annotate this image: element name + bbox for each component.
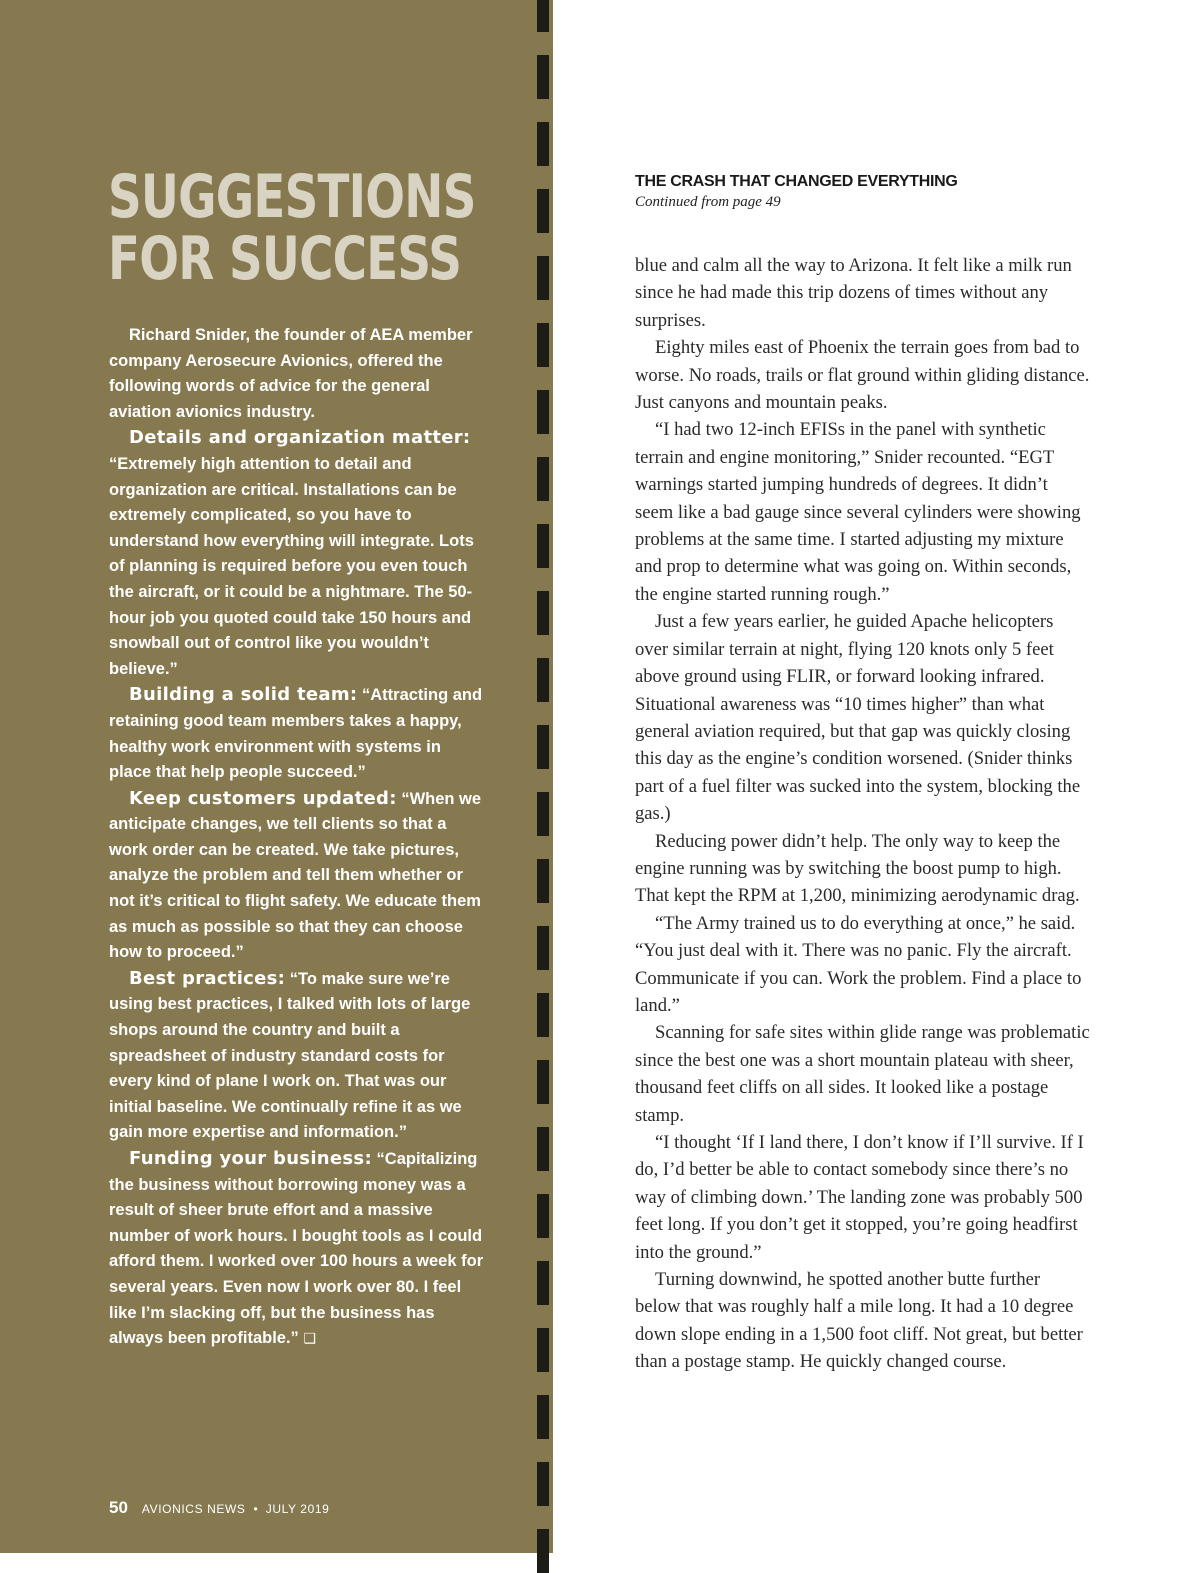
film-perforation [537, 993, 549, 1037]
sidebar-panel [0, 0, 537, 1553]
film-perforation [537, 524, 549, 568]
sidebar-section [109, 966, 484, 1146]
film-perforation [537, 1060, 549, 1104]
page-footer [109, 1498, 329, 1518]
magazine-name: AVIONICS NEWS [141, 1502, 246, 1516]
article-paragraph: Reducing power didn’t help. The only way to keep the engine running was by switching the boost pump to high. That kept the RPM at 1,200, minimizing aerodynamic drag. [635, 830, 1080, 907]
film-perforation [537, 926, 549, 970]
section-heading: Funding your business: [129, 1148, 372, 1169]
article-paragraph: “I thought ‘If I land there, I don’t know if I’ll survive. If I do, I’d better be able to contact somebody since there’s no way of climbing down.’ The landing zone was probably 500 feet long. If you don’t get it stopped, you’re going headfirst into the ground.” [635, 1132, 1084, 1263]
sidebar-title [108, 162, 476, 294]
section-text: “Extremely high attention to detail and organization are critical. Installations can be extremely complicated, so you have to understand how everything will integrate. Lots of planning is required before you even touch the aircraft, or it could be a nightmare. The 50-hour job you quoted could take 150 hours and snowball out of control like you wouldn’t believe.” [109, 454, 474, 678]
continued-note: Continued from page 49 [635, 194, 781, 210]
film-perforation [537, 1328, 549, 1372]
article-paragraph: “The Army trained us to do everything at once,” he said. “You just deal with it. There was no panic. Fly the aircraft. Communicate if you can. Work the problem. Find a place to land.” [635, 912, 1082, 1016]
section-heading: Building a solid team: [129, 684, 358, 706]
film-strip-divider [537, 0, 553, 1553]
film-perforation [537, 55, 549, 99]
film-perforation [537, 122, 549, 166]
film-perforation [537, 1395, 549, 1439]
section-heading: Details and organization matter: [129, 427, 471, 449]
sidebar-section [109, 425, 484, 682]
sidebar-title-line-1: SUGGESTIONS [108, 162, 476, 232]
sidebar-body [109, 323, 484, 1353]
end-mark-icon: ❑ [303, 1331, 316, 1348]
film-perforation [537, 256, 549, 300]
section-text: “To make sure we’re using best practices, I talked with lots of large shops around the country and built a spreadsheet of industry standard costs for every kind of plane I work on. That was our initial baseline. We continually refine it as we gain more expertise and information.” [109, 969, 471, 1142]
sidebar-intro: Richard Snider, the founder of AEA member company Aerosecure Avionics, offered the following words of advice for the general aviation avionics industry. [109, 326, 473, 421]
sidebar-section [109, 682, 484, 785]
article-paragraph: Turning downwind, he spotted another butte further below that was roughly half a mile long. It had a 10 degree down slope ending in a 1,500 foot cliff. Not great, but better than a postage stamp. He quickly changed course. [635, 1269, 1083, 1373]
film-perforation [537, 1261, 549, 1305]
film-perforation [537, 1127, 549, 1171]
film-perforation [537, 591, 549, 635]
film-perforation [537, 189, 549, 233]
sidebar-section [109, 1146, 484, 1353]
section-text: “Attracting and retaining good team members takes a happy, healthy work environment with systems in place that help people succeed.” [109, 686, 483, 782]
article-paragraph: Just a few years earlier, he guided Apache helicopters over similar terrain at night, flying 120 knots only 5 feet above ground using FLIR, or forward looking infrared. Situational awareness was “10 times higher” than what general aviation required, but that gap was quickly closing this day as the engine’s condition worsened. (Snider thinks part of a fuel filter was sucked into the system, blocking the gas.) [635, 611, 1081, 825]
article-kicker: THE CRASH THAT CHANGED EVERYTHING [635, 173, 958, 190]
sidebar-title-line-2: FOR SUCCESS [108, 224, 462, 294]
film-perforation [537, 457, 549, 501]
article-paragraph: blue and calm all the way to Arizona. It felt like a milk run since he had made this trip dozens of times without any surprises. [635, 255, 1072, 331]
footer-separator: • [253, 1502, 258, 1516]
film-perforation [537, 1194, 549, 1238]
film-perforation [537, 859, 549, 903]
film-perforation [537, 725, 549, 769]
film-perforation [537, 1529, 549, 1573]
sidebar-section [109, 786, 484, 966]
issue-date: JULY 2019 [265, 1502, 330, 1516]
film-perforation [537, 792, 549, 836]
section-text: “When we anticipate changes, we tell clients so that a work order can be created. We take pictures, analyze the problem and tell them whether or not it’s critical to flight safety. We educate them as much as possible so that they can choose how to proceed.” [109, 789, 482, 962]
article-paragraph: “I had two 12-inch EFISs in the panel with synthetic terrain and engine monitoring,” Snider recounted. “EGT warnings started jumping hundreds of degrees. It didn’t seem like a bad gauge since several cylinders were showing problems at the same time. I started adjusting my mixture and prop to determine what was going on. Within seconds, the engine started running rough.” [635, 419, 1081, 605]
film-perforation [537, 1462, 549, 1506]
film-perforation [537, 390, 549, 434]
page-number: 50 [109, 1498, 128, 1517]
article-paragraph: Scanning for safe sites within glide range was problematic since the best one was a short mountain plateau with sheer, thousand feet cliffs on all sides. It looked like a postage stamp. [635, 1022, 1090, 1126]
film-perforation [537, 0, 549, 32]
film-perforation [537, 323, 549, 367]
film-perforation [537, 658, 549, 702]
section-heading: Keep customers updated: [129, 787, 397, 809]
article-body [635, 252, 1090, 1376]
section-text: “Capitalizing the business without borrowing money was a result of sheer brute effort and a massive number of work hours. I bought tools as I could afford them. I worked over 100 hours a week for several years. Even now I work over 80. I feel like I’m slacking off, but the business has always been profitable.” [109, 1150, 484, 1348]
section-heading: Best practices: [129, 967, 286, 989]
article-paragraph: Eighty miles east of Phoenix the terrain goes from bad to worse. No roads, trails or flat ground within gliding distance. Just canyons and mountain peaks. [635, 337, 1090, 414]
